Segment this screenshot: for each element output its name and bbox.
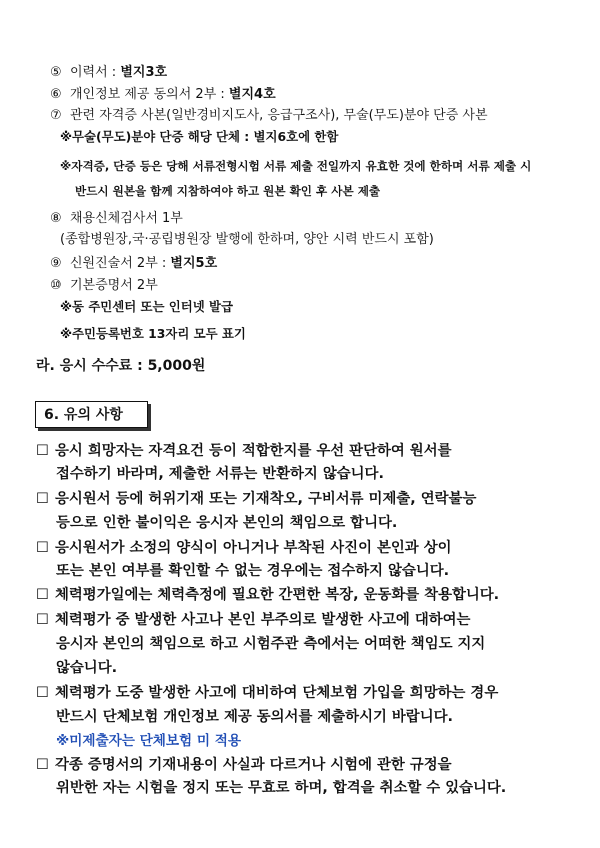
notice-7-line1: ☐ 각종 증명서의 기재내용이 사실과 다르거나 시험에 관한 규정을 — [36, 754, 452, 776]
item-7-note-b-line2: 반드시 원본을 함께 지참하여야 하고 원본 확인 후 사본 제출 — [75, 184, 381, 198]
item-7: ⑦ 관련 자격증 사본(일반경비지도사, 응급구조사), 무술(무도)분야 단증 사본 — [50, 108, 488, 123]
notice-5-line1: ☐ 체력평가 중 발생한 사고나 본인 부주의로 발생한 사고에 대하여는 — [36, 609, 470, 631]
checkbox-icon: ☐ — [36, 685, 49, 701]
notice-3-line2: 또는 본인 여부를 확인할 수 없는 경우에는 접수하지 않습니다. — [56, 563, 450, 579]
notice-5-line3: 않습니다. — [56, 660, 118, 676]
checkbox-icon: ☐ — [36, 540, 49, 556]
notice-4-line1: ☐ 체력평가일에는 체력측정에 필요한 간편한 복장, 운동화를 착용합니다. — [36, 584, 499, 606]
insurance-note: ※미제출자는 단체보험 미 적용 — [56, 733, 241, 749]
notice-6-line1: ☐ 체력평가 도중 발생한 사고에 대비하여 단체보험 가입을 희망하는 경우 — [36, 682, 498, 704]
notice-7-line2: 위반한 자는 시험을 정지 또는 무효로 하며, 합격을 취소할 수 있습니다. — [56, 780, 507, 796]
item-7-note-b-line1: ※자격증, 단증 등은 당해 서류전형시험 서류 제출 전일까지 유효한 것에 한하며 서류 제출 시 — [60, 159, 532, 173]
item-8: ⑧ 채용신체검사서 1부 — [50, 211, 183, 226]
checkbox-icon: ☐ — [36, 491, 49, 507]
checkbox-icon: ☐ — [36, 587, 49, 603]
application-fee: 라. 응시 수수료 : 5,000원 — [36, 358, 206, 374]
notice-3-line1: ☐ 응시원서가 소정의 양식이 아니거나 부착된 사진이 본인과 상이 — [36, 537, 452, 559]
item-7-note-a: ※무술(무도)분야 단증 해당 단체 : 별지6호에 한함 — [60, 129, 339, 144]
notice-5-line2: 응시자 본인의 책임으로 하고 시험주관 측에서는 어떠한 책임도 지지 — [56, 636, 486, 652]
notice-6-line2: 반드시 단체보험 개인정보 제공 동의서를 제출하시기 바랍니다. — [56, 709, 453, 725]
checkbox-icon: ☐ — [36, 757, 49, 773]
notice-1-line2: 접수하기 바라며, 제출한 서류는 반환하지 않습니다. — [56, 466, 384, 482]
item-9: ⑨ 신원진술서 2부 : 별지5호 — [50, 256, 218, 271]
checkbox-icon: ☐ — [36, 443, 49, 459]
notice-2-line2: 등으로 인한 불이익은 응시자 본인의 책임으로 합니다. — [56, 515, 398, 531]
item-10: ⑩ 기본증명서 2부 — [50, 278, 158, 293]
item-5: ⑤ 이력서 : 별지3호 — [50, 65, 168, 80]
item-8-sub: (종합병원장,국·공립병원장 발행에 한하며, 양안 시력 반드시 포함) — [60, 232, 434, 247]
checkbox-icon: ☐ — [36, 612, 49, 628]
notice-1-line1: ☐ 응시 희망자는 자격요건 등이 적합한지를 우선 판단하여 원서를 — [36, 440, 452, 462]
notice-2-line1: ☐ 응시원서 등에 허위기재 또는 기재착오, 구비서류 미제출, 연락불능 — [36, 488, 476, 510]
item-10-note-1: ※동 주민센터 또는 인터넷 발급 — [60, 299, 233, 314]
item-10-note-2: ※주민등록번호 13자리 모두 표기 — [60, 326, 246, 341]
item-6: ⑥ 개인정보 제공 동의서 2부 : 별지4호 — [50, 87, 276, 102]
section-title: 6. 유의 사항 — [35, 401, 148, 428]
